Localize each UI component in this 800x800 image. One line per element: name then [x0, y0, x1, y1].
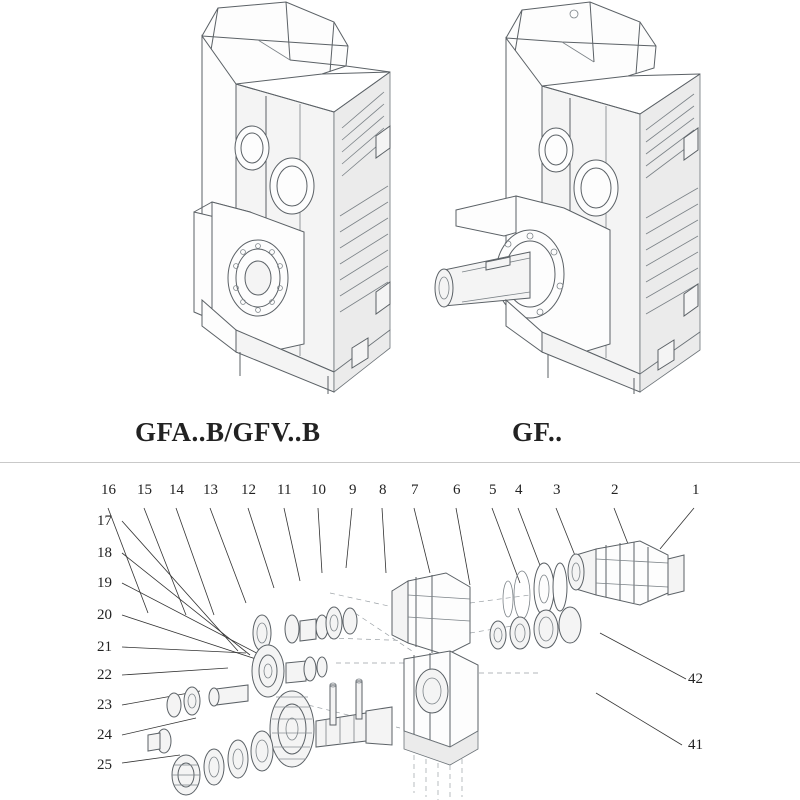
- callout-12: 12: [241, 482, 256, 498]
- caption-right: GF..: [512, 417, 563, 447]
- callout-5: 5: [489, 482, 497, 498]
- exploded-view-section: [0, 463, 800, 800]
- callout-6: 6: [453, 482, 461, 498]
- callout-16: 16: [101, 482, 116, 498]
- callout-11: 11: [277, 482, 292, 498]
- callout-7: 7: [411, 482, 419, 498]
- callout-23: 23: [97, 697, 112, 713]
- callout-4: 4: [515, 482, 523, 498]
- callout-17: 17: [97, 513, 112, 529]
- callout-19: 19: [97, 575, 112, 591]
- callout-9: 9: [349, 482, 357, 498]
- caption-left: GFA..B/GFV..B: [135, 417, 321, 447]
- callout-42: 42: [688, 671, 703, 687]
- callout-13: 13: [203, 482, 218, 498]
- exploded-diagram: [0, 463, 800, 800]
- callout-2: 2: [611, 482, 619, 498]
- callout-41: 41: [688, 737, 703, 753]
- callout-25: 25: [97, 757, 112, 773]
- callout-18: 18: [97, 545, 112, 561]
- gearbox-with-output-shaft-drawing: [400, 0, 730, 400]
- callout-20: 20: [97, 607, 112, 623]
- callout-21: 21: [97, 639, 112, 655]
- callout-22: 22: [97, 667, 112, 683]
- callout-24: 24: [97, 727, 112, 743]
- gearbox-without-shaft-drawing: [90, 0, 410, 400]
- callout-10: 10: [311, 482, 326, 498]
- callout-8: 8: [379, 482, 387, 498]
- callout-15: 15: [137, 482, 152, 498]
- callout-3: 3: [553, 482, 561, 498]
- callout-1: 1: [692, 482, 700, 498]
- callout-14: 14: [169, 482, 184, 498]
